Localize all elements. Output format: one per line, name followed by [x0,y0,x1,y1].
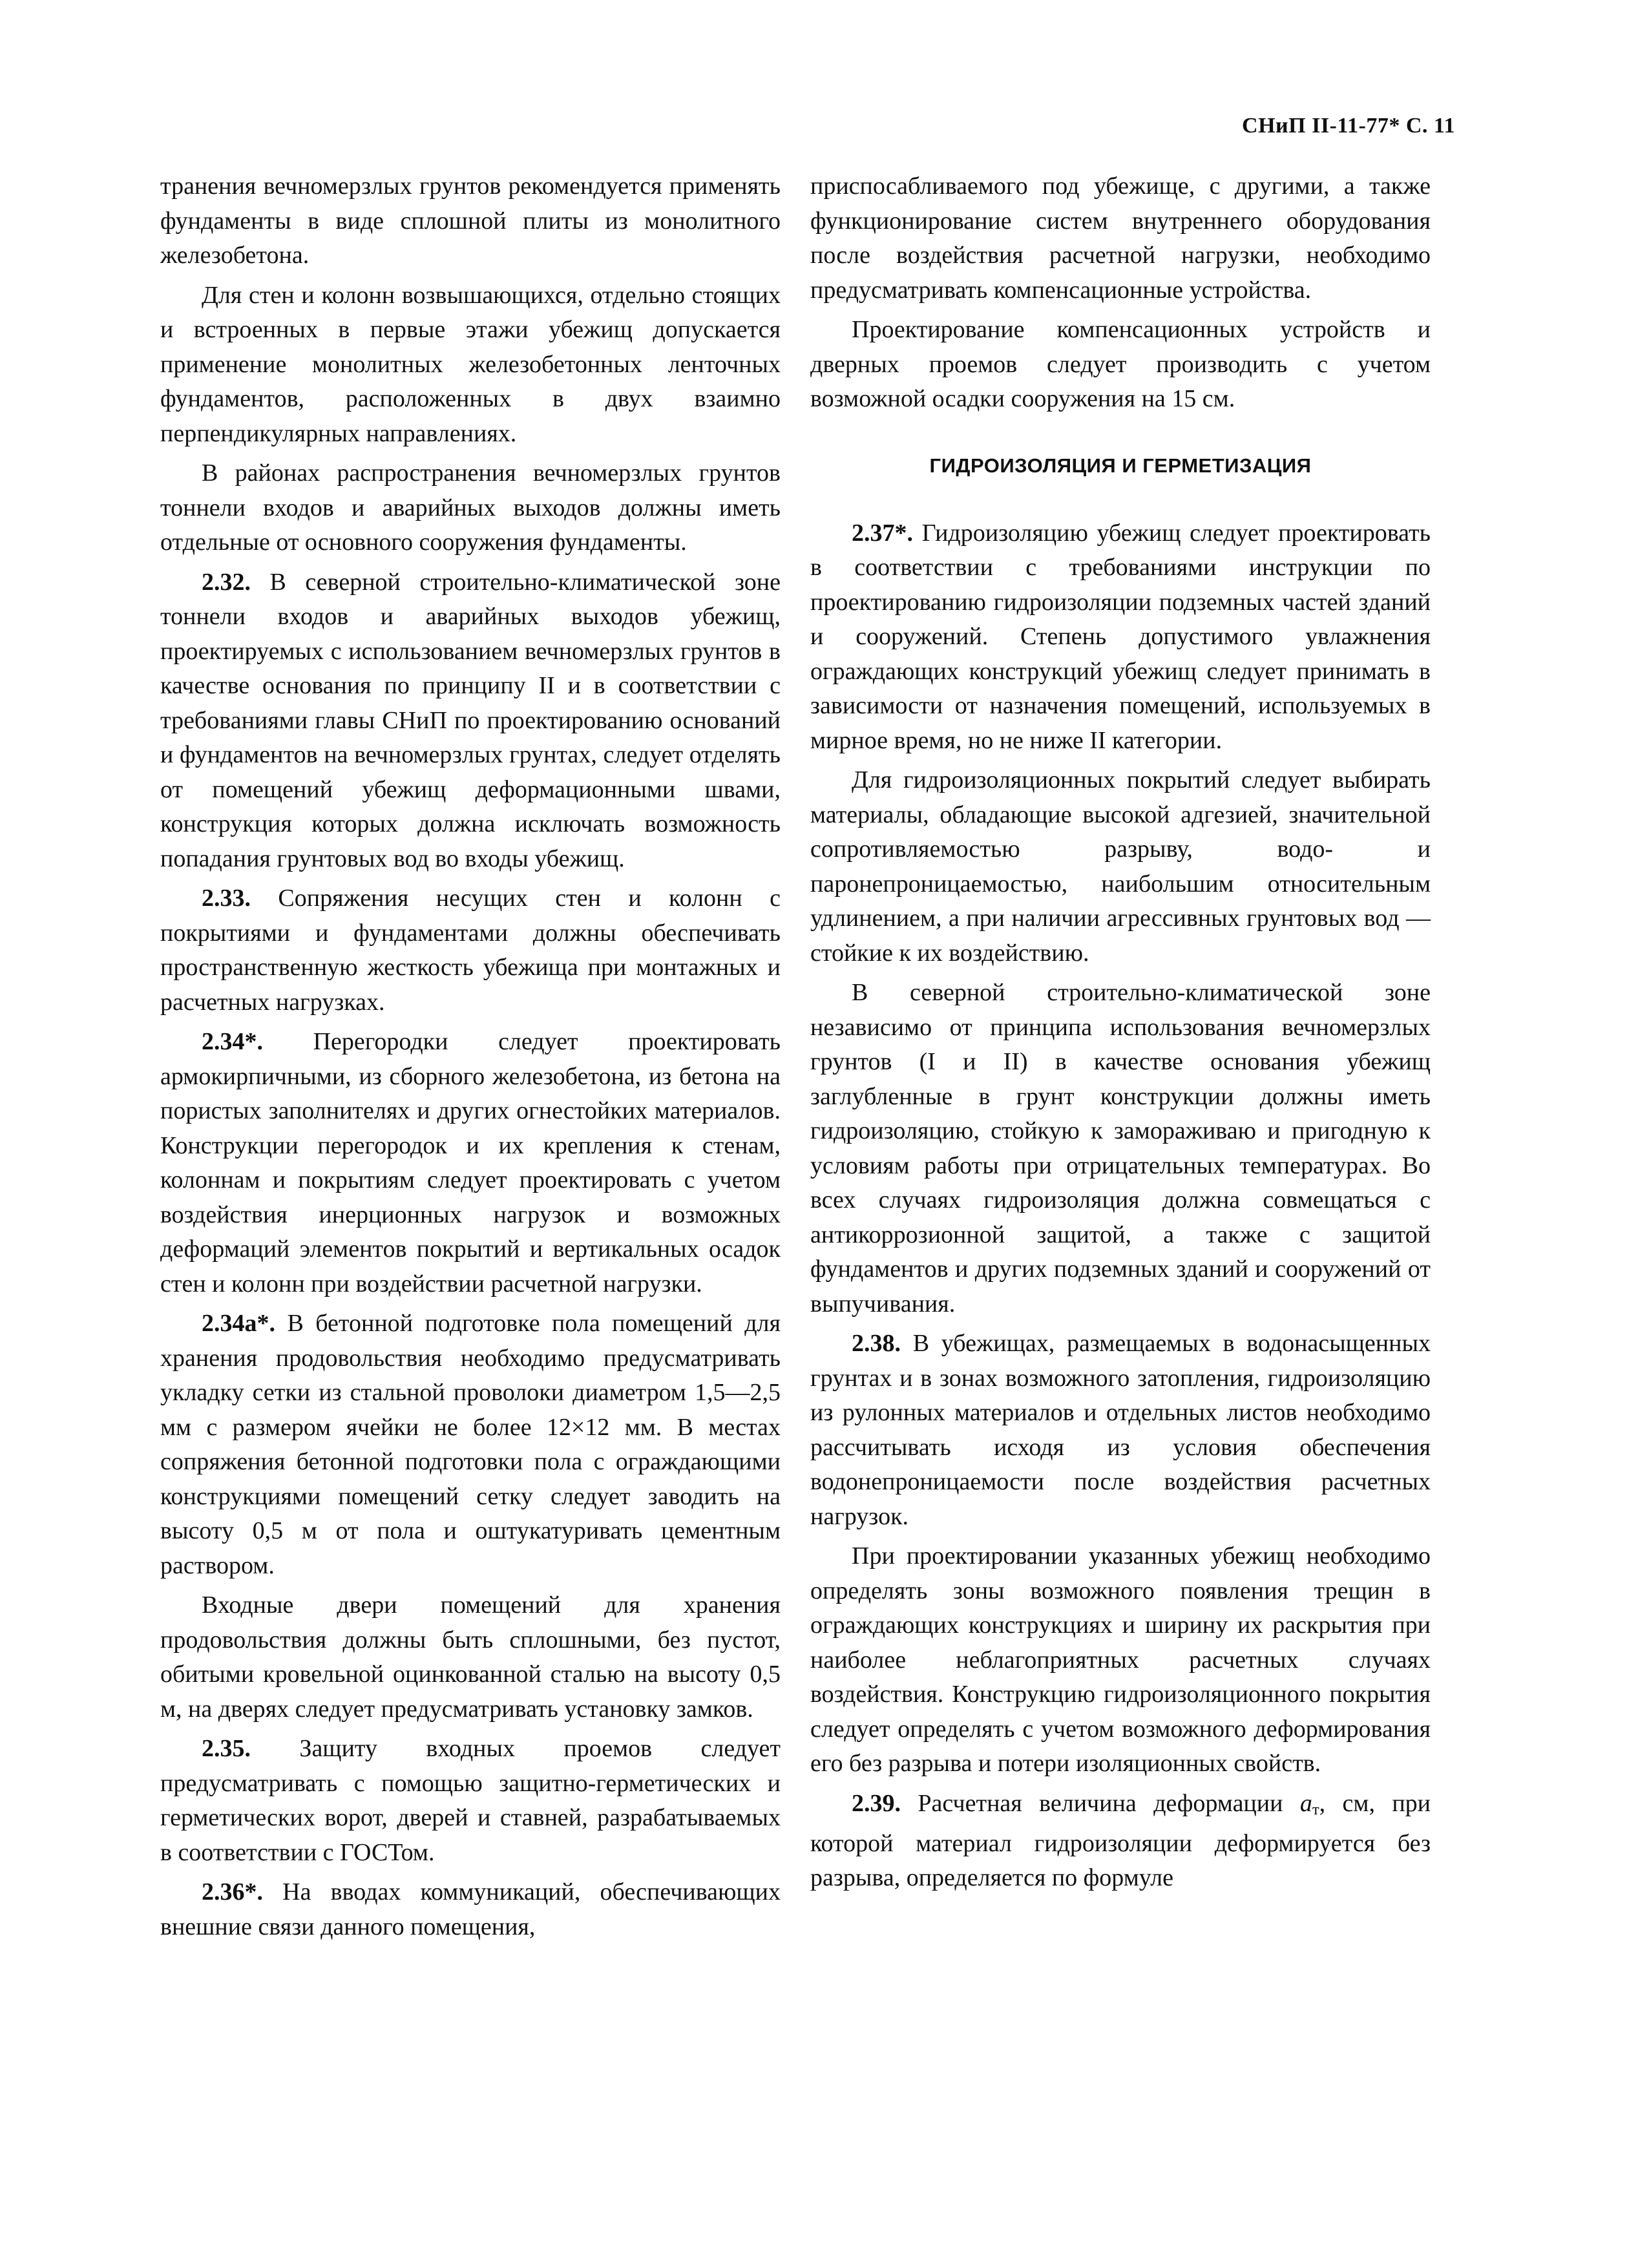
clause-2-34a [160,1307,781,1583]
clause-number: 2.34а*. [202,1310,275,1337]
clause-2-36 [160,1875,781,1944]
paragraph [160,169,781,273]
paragraph-text: При проектировании указанных убежищ необходимо определять зоны возможного появления трещин в ограждающих конструкциях и ширину их раскрытия при наиболее неблагоприятных расчетных случаях воздействия. Конструкцию гидроизоляционного покрытия следует определять с учетом возможного деформирования его без разрыва и потери изоляционных свойств. [810,1542,1431,1777]
clause-number: 2.38. [852,1330,901,1357]
paragraph-text: Входные двери помещений для хранения продовольствия должны быть сплошными, без пустот, обитыми кровельной оцинкованной сталью на высоту 0,5 м, на дверях следует предусматривать установку замков. [160,1591,781,1723]
right-column [810,169,1431,1901]
paragraph-text: В бетонной подготовке пола помещений для хранения продовольствия необходимо предусматривать укладку сетки из стальной проволоки диаметром 1,5—2,5 мм с размером ячейки не более 12×12 мм. В местах сопряжения бетонной подготовки пола с ограждающими конструкциями помещений сетку следует заводить на высоту 0,5 м от пола и оштукатуривать цементным раствором. [160,1310,781,1579]
paragraph [160,1588,781,1727]
paragraph-text: Защиту входных проемов следует предусматривать с помощью защитно-герметических и герметических ворот, дверей и ставней, разрабатываемых в соответствии с ГОСТом. [160,1735,781,1866]
paragraph-text: Для стен и колонн возвышающихся, отдельно стоящих и встроенных в первые этажи убежищ допускается применение монолитных железобетонных ленточных фундаментов, расположенных в двух взаимно перпендикулярных направлениях. [160,281,781,447]
paragraph-text: В убежищах, размещаемых в водонасыщенных грунтах и в зонах возможного затопления, гидроизоляцию из рулонных материалов и отдельных листов необходимо рассчитывать исходя из условия обеспечения водонепроницаемости после воздействия расчетных нагрузок. [810,1330,1431,1530]
paragraph [810,976,1431,1321]
clause-number: 2.35. [202,1735,251,1762]
paragraph-text: В северной строительно-климатической зоне тоннели входов и аварийных выходов убежищ, проектируемых с использованием вечномерзлых грунтов в качестве основания по принципу II и в соответствии с требованиями главы СНиП по проектированию оснований и фундаментов на вечномерзлых грунтах, следует отделять от помещений убежищ деформационными швами, конструкция которых должна исключать возможность попадания грунтовых вод во входы убежищ. [160,568,781,872]
clause-2-32 [160,565,781,877]
paragraph-text: Проектирование компенсационных устройств и дверных проемов следует производить с учетом возможной осадки сооружения на 15 см. [810,316,1431,412]
paragraph-text: , см, при которой материал гидроизоляции деформируется без разрыва, определяется по формуле [810,1789,1431,1892]
paragraph [810,763,1431,971]
clause-number: 2.32. [202,568,251,596]
paragraph [160,278,781,452]
section-heading: ГИДРОИЗОЛЯЦИЯ И ГЕРМЕТИЗАЦИЯ [929,454,1312,477]
clause-number: 2.36*. [202,1878,263,1906]
clause-2-33 [160,881,781,1020]
left-column [160,169,781,1949]
paragraph-text: Для гидроизоляционных покрытий следует выбирать материалы, обладающие высокой адгезией, значительной сопротивляемостью разрыву, водо- и паронепроницаемостью, наибольшим относительным удлинением, а при наличии агрессивных грунтовых вод — стойкие к их воздействию. [810,766,1431,967]
clause-number: 2.37*. [852,519,913,547]
paragraph-text: Гидроизоляцию убежищ следует проектировать в соответствии с требованиями инструкции по проектированию гидроизоляции подземных частей зданий и сооружений. Степень допустимого увлажнения ограждающих конструкций убежищ следует принимать в зависимости от назначения помещений, используемых в мирное время, но не ниже II категории. [810,519,1431,754]
paragraph [810,1539,1431,1781]
clause-2-34 [160,1025,781,1301]
clause-2-39 [810,1787,1431,1896]
paragraph-text: транения вечномерзлых грунтов рекомендуется применять фундаменты в виде сплошной плиты из монолитного железобетона. [160,173,781,269]
clause-2-35 [160,1732,781,1870]
clause-2-38 [810,1327,1431,1534]
clause-number: 2.39. [852,1789,901,1817]
paragraph [810,169,1431,308]
paragraph-text: Перегородки следует проектировать армокирпичными, из сборного железобетона, из бетона на пористых заполнителях и других огнестойких материалов. Конструкции перегородок и их крепления к стенам, колоннам и покрытиям следует проектировать с учетом воздействия инерционных нагрузок и возможных деформаций элементов покрытий и вертикальных осадок стен и колонн при воздействии расчетной нагрузки. [160,1028,781,1297]
paragraph [160,456,781,560]
paragraph-text: В северной строительно-климатической зоне независимо от принципа использования вечномерзлых грунтов (I и II) в качестве основания убежищ заглубленные в грунт конструкции должны иметь гидроизоляцию, стойкую к замораживаю и пригодную к условиям работы при отрицательных температурах. Во всех случаях гидроизоляция должна совмещаться с антикоррозионной защитой, а также с защитой фундаментов и других подземных зданий и сооружений от выпучивания. [810,979,1431,1318]
paragraph-text: На вводах коммуникаций, обеспечивающих внешние связи данного помещения, [160,1878,781,1940]
paragraph-text: В районах распространения вечномерзлых грунтов тоннели входов и аварийных выходов должны иметь отдельные от основного сооружения фундаменты. [160,459,781,556]
clause-2-37 [810,516,1431,759]
paragraph-text: Расчетная величина деформации [918,1789,1283,1817]
paragraph [810,313,1431,417]
formula-variable: a [1299,1789,1312,1817]
paragraph-text: Сопряжения несущих стен и колонн с покрытиями и фундаментами должны обеспечивать пространственную жесткость убежища при монтажных и расчетных нагрузках. [160,885,781,1016]
formula-subscript: т [1312,1800,1319,1818]
clause-number: 2.33. [202,885,251,912]
clause-number: 2.34*. [202,1028,263,1055]
paragraph-text: приспосабливаемого под убежище, с другими, а также функционирование систем внутреннего оборудования после воздействия расчетной нагрузки, необходимо предусматривать компенсационные устройства. [810,173,1431,304]
page-header: СНиП II-11-77* С. 11 [1242,114,1455,138]
